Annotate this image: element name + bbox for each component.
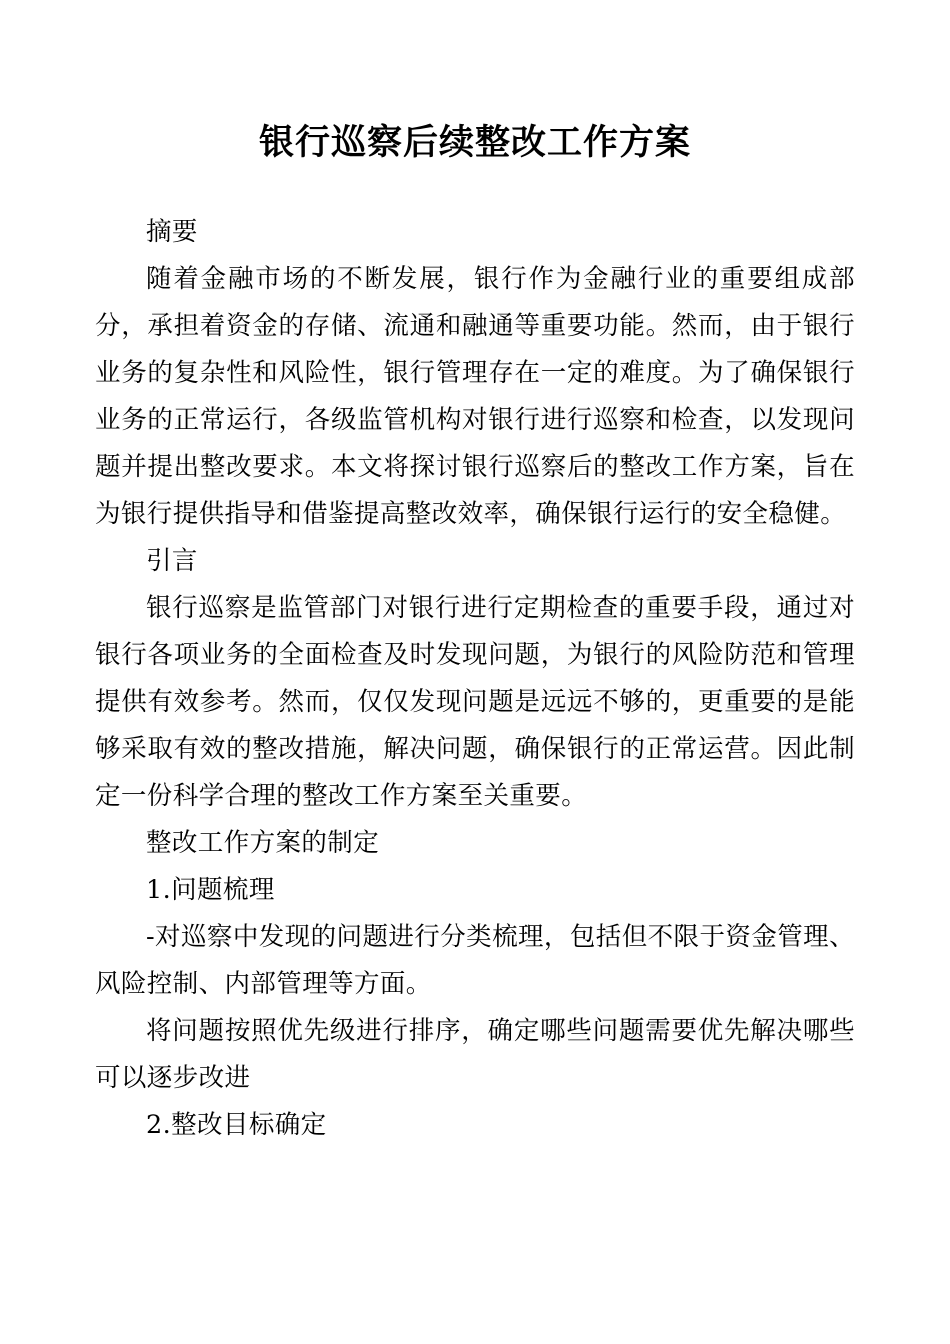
paragraph-intro-heading: 引言 <box>146 546 198 576</box>
paragraph-item-1-text: 将问题按照优先级进行排序，确定哪些问题需要优先解决哪些可以逐步改进 <box>95 1016 855 1093</box>
paragraph-item-1-heading: 1.问题梳理 <box>146 875 275 905</box>
paragraph-item-1-bullet: -对巡察中发现的问题进行分类梳理，包括但不限于资金管理、风险控制、内部管理等方面。 <box>95 922 855 999</box>
document-body <box>95 209 855 1149</box>
paragraph-item-2-heading: 2.整改目标确定 <box>146 1110 327 1140</box>
paragraph-section-heading: 整改工作方案的制定 <box>146 828 380 858</box>
paragraph-abstract-heading: 摘要 <box>146 217 198 247</box>
page-title: 银行巡察后续整改工作方案 <box>258 122 691 163</box>
paragraph-abstract-text: 随着金融市场的不断发展，银行作为金融行业的重要组成部分，承担着资金的存储、流通和融通等重要功能。然而，由于银行业务的复杂性和风险性，银行管理存在一定的难度。为了确保银行业务的正常运行，各级监管机构对银行进行巡察和检查，以发现问题并提出整改要求。本文将探讨银行巡察后的整改工作方案，旨在为银行提供指导和借鉴提高整改效率，确保银行运行的安全稳健。 <box>95 264 855 529</box>
paragraph-intro-text: 银行巡察是监管部门对银行进行定期检查的重要手段，通过对银行各项业务的全面检查及时发现问题，为银行的风险防范和管理提供有效参考。然而，仅仅发现问题是远远不够的，更重要的是能够采取有效的整改措施，解决问题，确保银行的正常运营。因此制定一份科学合理的整改工作方案至关重要。 <box>95 593 855 811</box>
